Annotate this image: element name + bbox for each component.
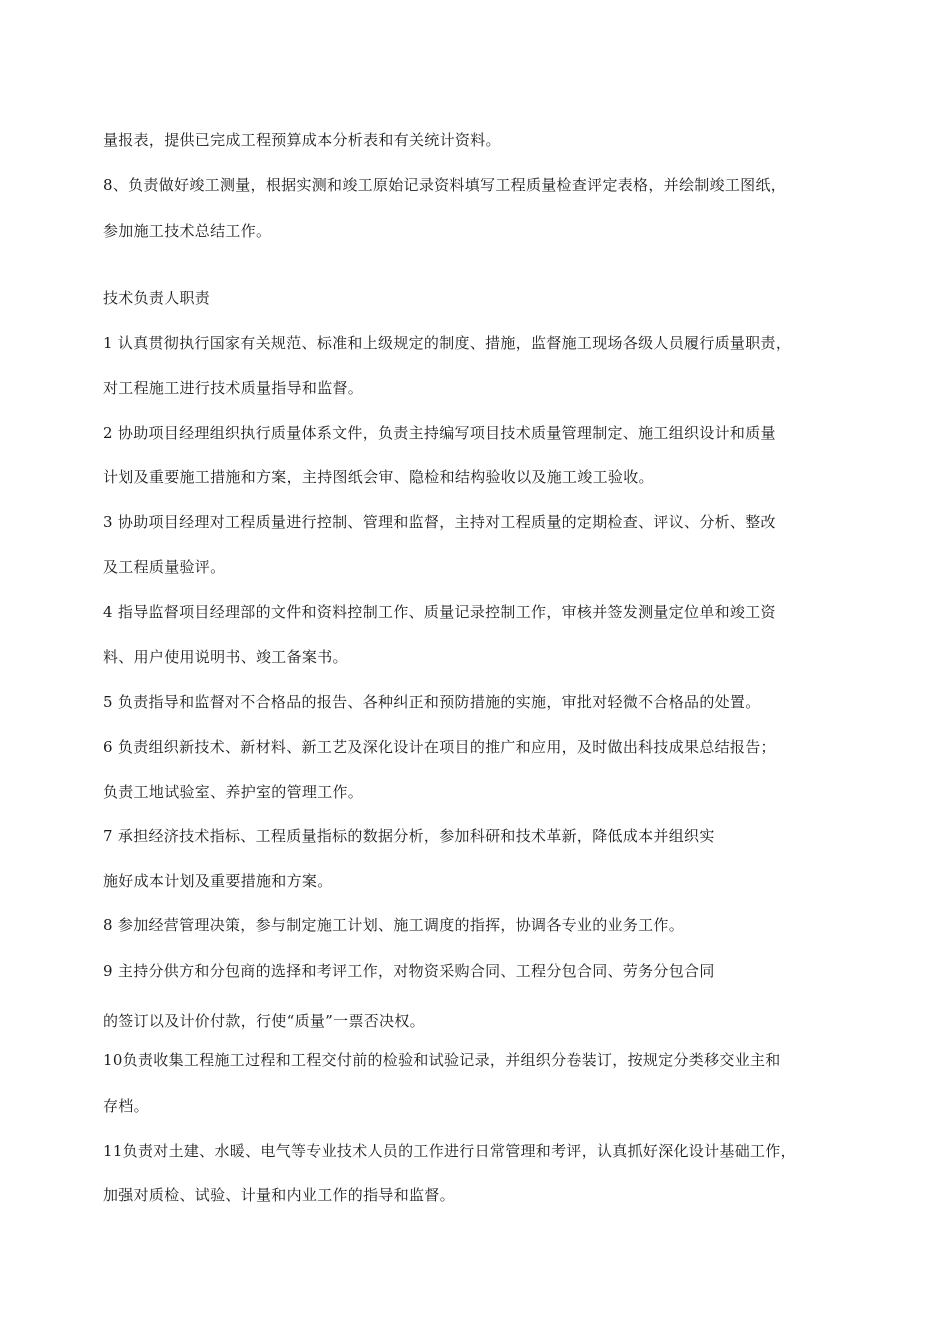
text-line: 参加施工技术总结工作。 (103, 222, 272, 240)
text-line: 施好成本计划及重要措施和方案。 (103, 872, 333, 890)
text-line: 1 认真贯彻执行国家有关规范、标准和上级规定的制度、措施，监督施工现场各级人员履行质量职责， (103, 334, 792, 352)
text-line: 9 主持分供方和分包商的选择和考评工作，对物资采购合同、工程分包合同、劳务分包合同 (103, 962, 715, 980)
text-line: 存档。 (103, 1097, 149, 1115)
text-line: 7 承担经济技术指标、工程质量指标的数据分析，参加科研和技术革新，降低成本并组织实 (103, 827, 715, 845)
text-line: 计划及重要施工措施和方案，主持图纸会审、隐检和结构验收以及施工竣工验收。 (103, 468, 654, 486)
text-line: 2 协助项目经理组织执行质量体系文件，负责主持编写项目技术质量管理制定、施工组织设计和质量 (103, 424, 776, 442)
text-line: 的签订以及计价付款，行使“质量”一票否决权。 (103, 1012, 425, 1030)
text-line: 加强对质检、试验、计量和内业工作的指导和监督。 (103, 1186, 455, 1204)
text-line: 5 负责指导和监督对不合格品的报告、各种纠正和预防措施的实施，审批对轻微不合格品的处置。 (103, 693, 761, 711)
text-line: 对工程施工进行技术质量指导和监督。 (103, 379, 364, 397)
text-line: 6 负责组织新技术、新材料、新工艺及深化设计在项目的推广和应用，及时做出科技成果总结报告； (103, 738, 776, 756)
text-line: 量报表，提供已完成工程预算成本分析表和有关统计资料。 (103, 131, 501, 149)
text-line: 10负责收集工程施工过程和工程交付前的检验和试验记录，并组织分卷装订，按规定分类移交业主和 (103, 1051, 781, 1069)
section-heading: 技术负责人职责 (103, 289, 211, 307)
text-line: 8 参加经营管理决策，参与制定施工计划、施工调度的指挥，协调各专业的业务工作。 (103, 916, 685, 934)
text-line: 8、负责做好竣工测量，根据实测和竣工原始记录资料填写工程质量检查评定表格，并绘制竣工图纸， (103, 176, 787, 194)
text-line: 负责工地试验室、养护室的管理工作。 (103, 783, 364, 801)
text-line: 4 指导监督项目经理部的文件和资料控制工作、质量记录控制工作，审核并签发测量定位单和竣工资 (103, 603, 776, 621)
text-line: 及工程质量验评。 (103, 558, 226, 576)
text-line: 料、用户使用说明书、竣工备案书。 (103, 648, 348, 666)
text-line: 11负责对土建、水暖、电气等专业技术人员的工作进行日常管理和考评，认真抓好深化设计基础工作， (103, 1142, 796, 1160)
text-line: 3 协助项目经理对工程质量进行控制、管理和监督，主持对工程质量的定期检查、评议、分析、整改 (103, 513, 776, 531)
